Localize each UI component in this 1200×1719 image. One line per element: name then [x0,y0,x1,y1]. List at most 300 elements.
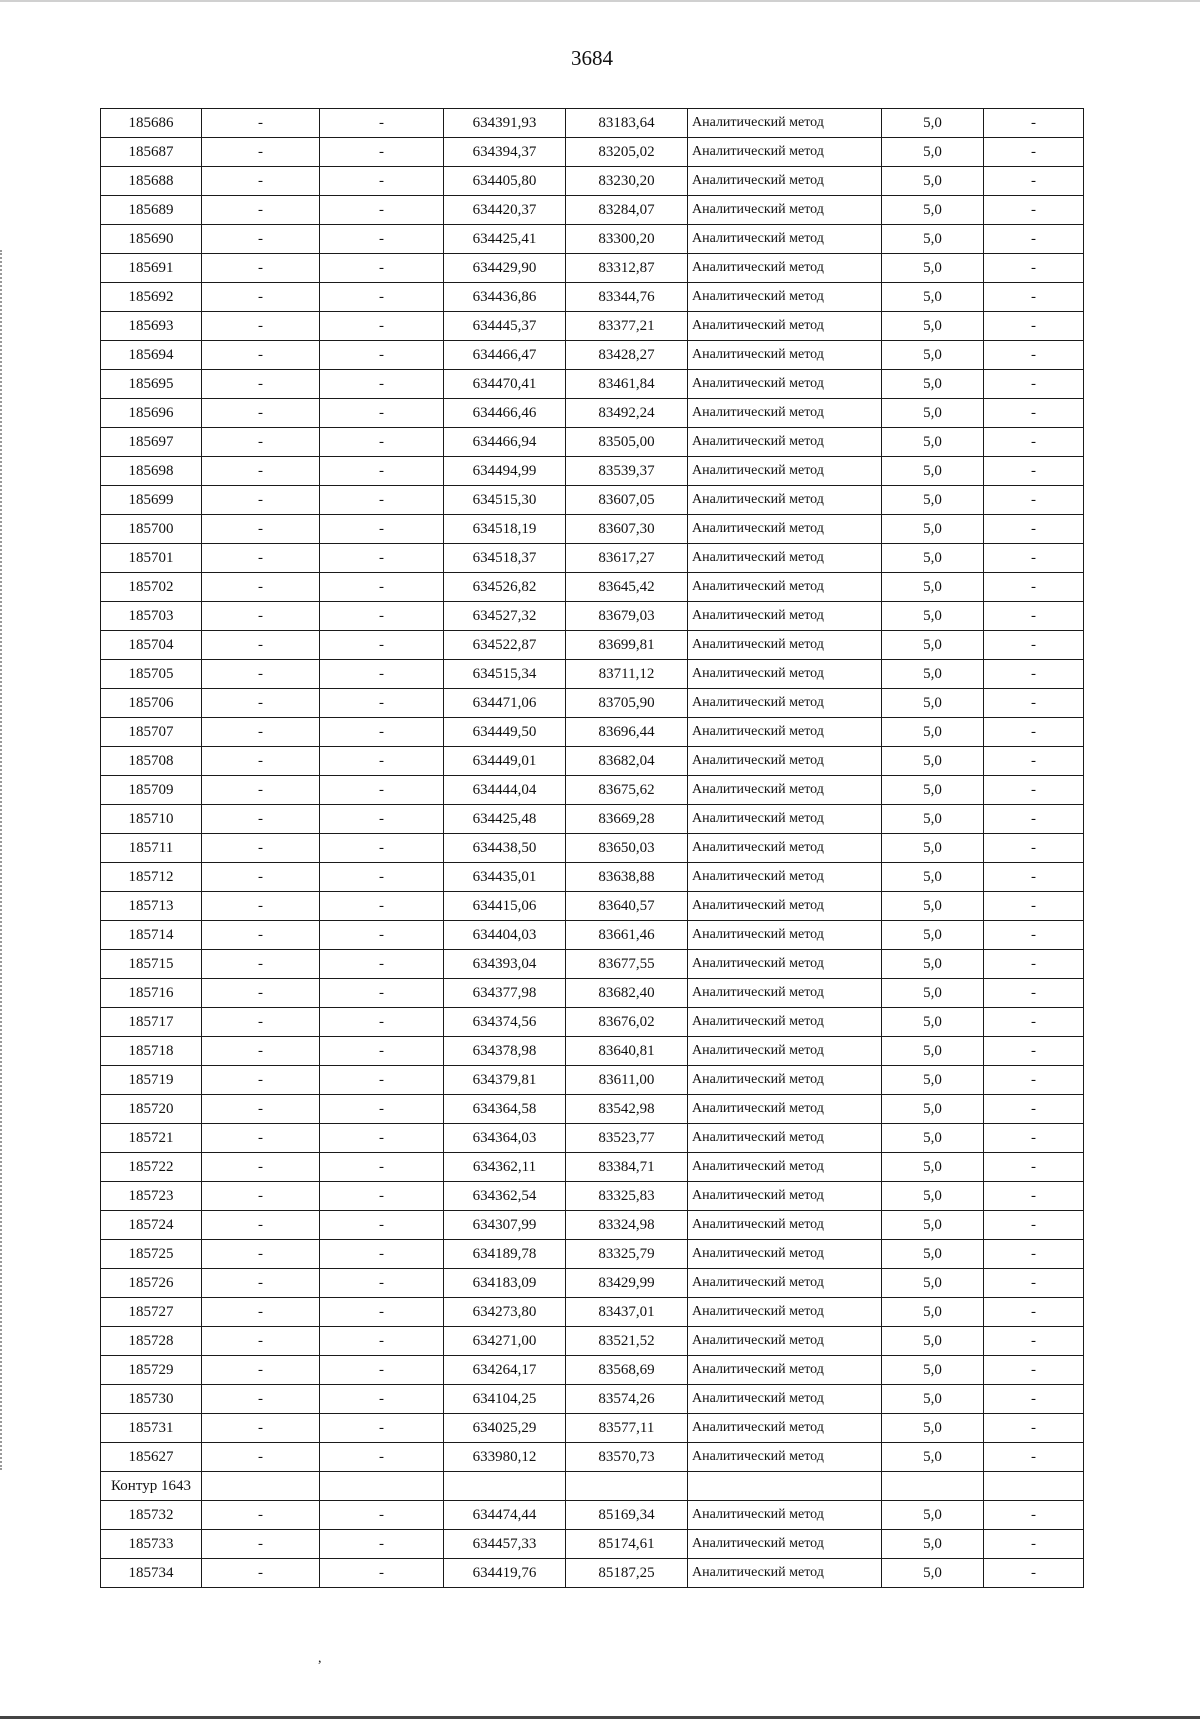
note-cell: - [984,1501,1084,1530]
point-id-cell: 185720 [101,1095,202,1124]
accuracy-cell: 5,0 [882,457,984,486]
table-row [101,1269,1084,1298]
dash-cell: - [320,950,444,979]
dash-cell: - [202,225,320,254]
point-id-cell: 185725 [101,1240,202,1269]
y-coordinate-cell: 83699,81 [566,631,688,660]
y-coordinate-cell: 83492,24 [566,399,688,428]
note-cell: - [984,689,1084,718]
dash-cell: - [320,1530,444,1559]
note-cell: - [984,1385,1084,1414]
y-coordinate-cell: 83205,02 [566,138,688,167]
x-coordinate-cell: 634494,99 [444,457,566,486]
accuracy-cell: 5,0 [882,1124,984,1153]
dash-cell: - [202,1240,320,1269]
point-id-cell: 185729 [101,1356,202,1385]
table-row [101,747,1084,776]
method-cell: Аналитический метод [688,834,882,863]
dash-cell: - [320,399,444,428]
accuracy-cell: 5,0 [882,631,984,660]
table-row [101,1095,1084,1124]
note-cell: - [984,312,1084,341]
note-cell: - [984,515,1084,544]
y-coordinate-cell: 83568,69 [566,1356,688,1385]
x-coordinate-cell: 634466,47 [444,341,566,370]
point-id-cell: 185733 [101,1530,202,1559]
dash-cell: - [202,921,320,950]
accuracy-cell: 5,0 [882,1066,984,1095]
table-row [101,834,1084,863]
method-cell: Аналитический метод [688,1327,882,1356]
x-coordinate-cell: 634378,98 [444,1037,566,1066]
note-cell: - [984,254,1084,283]
y-coordinate-cell: 83607,05 [566,486,688,515]
y-coordinate-cell: 83429,99 [566,1269,688,1298]
table-row [101,631,1084,660]
accuracy-cell: 5,0 [882,312,984,341]
table-row [101,1327,1084,1356]
note-cell: - [984,457,1084,486]
method-cell: Аналитический метод [688,602,882,631]
dash-cell: - [202,1298,320,1327]
dash-cell: - [320,1414,444,1443]
dash-cell: - [320,1124,444,1153]
accuracy-cell: 5,0 [882,138,984,167]
method-cell: Аналитический метод [688,660,882,689]
dash-cell: - [320,660,444,689]
point-id-cell: 185732 [101,1501,202,1530]
dash-cell: - [320,747,444,776]
method-cell: Аналитический метод [688,1008,882,1037]
table-row [101,1182,1084,1211]
accuracy-cell: 5,0 [882,1153,984,1182]
note-cell: - [984,167,1084,196]
table-row [101,921,1084,950]
x-coordinate-cell: 634307,99 [444,1211,566,1240]
x-coordinate-cell: 634189,78 [444,1240,566,1269]
y-coordinate-cell: 83675,62 [566,776,688,805]
table-row [101,1501,1084,1530]
method-cell: Аналитический метод [688,399,882,428]
x-coordinate-cell: 634457,33 [444,1530,566,1559]
accuracy-cell: 5,0 [882,1443,984,1472]
point-id-cell: 185724 [101,1211,202,1240]
table-row [101,1037,1084,1066]
point-id-cell: 185688 [101,167,202,196]
x-coordinate-cell: 634526,82 [444,573,566,602]
table-row [101,1240,1084,1269]
empty-cell [320,1472,444,1501]
dash-cell: - [320,1501,444,1530]
dash-cell: - [320,428,444,457]
dash-cell: - [320,1153,444,1182]
accuracy-cell: 5,0 [882,689,984,718]
accuracy-cell: 5,0 [882,167,984,196]
x-coordinate-cell: 634425,41 [444,225,566,254]
accuracy-cell: 5,0 [882,283,984,312]
method-cell: Аналитический метод [688,1356,882,1385]
dash-cell: - [202,1530,320,1559]
note-cell: - [984,805,1084,834]
page-number: 3684 [571,46,613,70]
dash-cell: - [202,515,320,544]
x-coordinate-cell: 634445,37 [444,312,566,341]
dash-cell: - [202,138,320,167]
dash-cell: - [320,196,444,225]
dash-cell: - [202,1385,320,1414]
y-coordinate-cell: 83344,76 [566,283,688,312]
y-coordinate-cell: 83428,27 [566,341,688,370]
y-coordinate-cell: 83505,00 [566,428,688,457]
point-id-cell: 185696 [101,399,202,428]
accuracy-cell: 5,0 [882,1037,984,1066]
method-cell: Аналитический метод [688,689,882,718]
x-coordinate-cell: 634471,06 [444,689,566,718]
point-id-cell: 185689 [101,196,202,225]
dash-cell: - [202,1008,320,1037]
table-row [101,283,1084,312]
y-coordinate-cell: 83325,83 [566,1182,688,1211]
dash-cell: - [202,1124,320,1153]
y-coordinate-cell: 85169,34 [566,1501,688,1530]
dash-cell: - [202,1153,320,1182]
method-cell: Аналитический метод [688,950,882,979]
point-id-cell: 185707 [101,718,202,747]
accuracy-cell: 5,0 [882,1356,984,1385]
accuracy-cell: 5,0 [882,573,984,602]
dash-cell: - [320,1559,444,1588]
y-coordinate-cell: 83461,84 [566,370,688,399]
accuracy-cell: 5,0 [882,1385,984,1414]
x-coordinate-cell: 634415,06 [444,892,566,921]
note-cell: - [984,283,1084,312]
method-cell: Аналитический метод [688,863,882,892]
accuracy-cell: 5,0 [882,254,984,283]
x-coordinate-cell: 634518,37 [444,544,566,573]
y-coordinate-cell: 83437,01 [566,1298,688,1327]
method-cell: Аналитический метод [688,1414,882,1443]
point-id-cell: 185687 [101,138,202,167]
point-id-cell: 185715 [101,950,202,979]
note-cell: - [984,370,1084,399]
method-cell: Аналитический метод [688,1095,882,1124]
note-cell: - [984,631,1084,660]
x-coordinate-cell: 634104,25 [444,1385,566,1414]
note-cell: - [984,196,1084,225]
method-cell: Аналитический метод [688,254,882,283]
method-cell: Аналитический метод [688,631,882,660]
x-coordinate-cell: 634377,98 [444,979,566,1008]
accuracy-cell: 5,0 [882,428,984,457]
table-row [101,1530,1084,1559]
accuracy-cell: 5,0 [882,863,984,892]
x-coordinate-cell: 634515,30 [444,486,566,515]
dash-cell: - [202,109,320,138]
x-coordinate-cell: 634374,56 [444,1008,566,1037]
x-coordinate-cell: 634393,04 [444,950,566,979]
accuracy-cell: 5,0 [882,1501,984,1530]
y-coordinate-cell: 83677,55 [566,950,688,979]
dash-cell: - [202,167,320,196]
method-cell: Аналитический метод [688,138,882,167]
note-cell: - [984,573,1084,602]
y-coordinate-cell: 83650,03 [566,834,688,863]
x-coordinate-cell: 634527,32 [444,602,566,631]
accuracy-cell: 5,0 [882,1211,984,1240]
dash-cell: - [320,573,444,602]
method-cell: Аналитический метод [688,486,882,515]
note-cell: - [984,863,1084,892]
method-cell: Аналитический метод [688,312,882,341]
dash-cell: - [320,544,444,573]
method-cell: Аналитический метод [688,718,882,747]
note-cell: - [984,399,1084,428]
dash-cell: - [202,1559,320,1588]
x-coordinate-cell: 634419,76 [444,1559,566,1588]
note-cell: - [984,486,1084,515]
dash-cell: - [320,1182,444,1211]
method-cell: Аналитический метод [688,1124,882,1153]
table-row [101,1211,1084,1240]
point-id-cell: 185691 [101,254,202,283]
table-row [101,428,1084,457]
table-row [101,1443,1084,1472]
table-row [101,196,1084,225]
point-id-cell: 185698 [101,457,202,486]
accuracy-cell: 5,0 [882,776,984,805]
accuracy-cell: 5,0 [882,544,984,573]
method-cell: Аналитический метод [688,515,882,544]
accuracy-cell: 5,0 [882,1414,984,1443]
y-coordinate-cell: 83682,40 [566,979,688,1008]
dash-cell: - [202,486,320,515]
x-coordinate-cell: 634183,09 [444,1269,566,1298]
dash-cell: - [320,921,444,950]
table-row [101,312,1084,341]
dash-cell: - [202,1066,320,1095]
dash-cell: - [202,805,320,834]
y-coordinate-cell: 83300,20 [566,225,688,254]
dash-cell: - [320,1327,444,1356]
point-id-cell: 185730 [101,1385,202,1414]
point-id-cell: 185705 [101,660,202,689]
dash-cell: - [320,312,444,341]
point-id-cell: 185694 [101,341,202,370]
accuracy-cell: 5,0 [882,892,984,921]
point-id-cell: 185692 [101,283,202,312]
x-coordinate-cell: 634264,17 [444,1356,566,1385]
table-row [101,515,1084,544]
point-id-cell: 185701 [101,544,202,573]
point-id-cell: 185703 [101,602,202,631]
x-coordinate-cell: 634364,58 [444,1095,566,1124]
method-cell: Аналитический метод [688,805,882,834]
y-coordinate-cell: 85187,25 [566,1559,688,1588]
table-row [101,1356,1084,1385]
x-coordinate-cell: 634425,48 [444,805,566,834]
y-coordinate-cell: 83682,04 [566,747,688,776]
accuracy-cell: 5,0 [882,486,984,515]
point-id-cell: 185712 [101,863,202,892]
note-cell: - [984,1182,1084,1211]
accuracy-cell: 5,0 [882,1559,984,1588]
dash-cell: - [202,1095,320,1124]
accuracy-cell: 5,0 [882,1298,984,1327]
note-cell: - [984,1559,1084,1588]
dash-cell: - [202,776,320,805]
dash-cell: - [202,602,320,631]
note-cell: - [984,428,1084,457]
method-cell: Аналитический метод [688,921,882,950]
dash-cell: - [202,979,320,1008]
note-cell: - [984,776,1084,805]
dash-cell: - [320,834,444,863]
empty-cell [688,1472,882,1501]
dash-cell: - [202,1269,320,1298]
method-cell: Аналитический метод [688,776,882,805]
accuracy-cell: 5,0 [882,979,984,1008]
dash-cell: - [320,689,444,718]
point-id-cell: 185709 [101,776,202,805]
dash-cell: - [320,805,444,834]
x-coordinate-cell: 634515,34 [444,660,566,689]
note-cell: - [984,1327,1084,1356]
point-id-cell: 185710 [101,805,202,834]
empty-cell [882,1472,984,1501]
dash-cell: - [202,1327,320,1356]
method-cell: Аналитический метод [688,283,882,312]
table-row [101,544,1084,573]
dash-cell: - [202,1211,320,1240]
y-coordinate-cell: 83676,02 [566,1008,688,1037]
table-row [101,254,1084,283]
y-coordinate-cell: 83661,46 [566,921,688,950]
dash-cell: - [320,1269,444,1298]
table-row [101,892,1084,921]
y-coordinate-cell: 83521,52 [566,1327,688,1356]
x-coordinate-cell: 634474,44 [444,1501,566,1530]
y-coordinate-cell: 83542,98 [566,1095,688,1124]
point-id-cell: 185726 [101,1269,202,1298]
table-row [101,660,1084,689]
y-coordinate-cell: 83607,30 [566,515,688,544]
point-id-cell: 185734 [101,1559,202,1588]
scan-left-margin-marks [0,250,5,1470]
dash-cell: - [320,1095,444,1124]
dash-cell: - [202,689,320,718]
x-coordinate-cell: 634522,87 [444,631,566,660]
dash-cell: - [320,863,444,892]
x-coordinate-cell: 634518,19 [444,515,566,544]
note-cell: - [984,1443,1084,1472]
method-cell: Аналитический метод [688,225,882,254]
table-row [101,399,1084,428]
note-cell: - [984,1530,1084,1559]
dash-cell: - [320,1008,444,1037]
dash-cell: - [202,573,320,602]
x-coordinate-cell: 634362,54 [444,1182,566,1211]
point-id-cell: 185718 [101,1037,202,1066]
dash-cell: - [202,457,320,486]
y-coordinate-cell: 83638,88 [566,863,688,892]
accuracy-cell: 5,0 [882,602,984,631]
table-row [101,718,1084,747]
y-coordinate-cell: 83284,07 [566,196,688,225]
dash-cell: - [202,1443,320,1472]
y-coordinate-cell: 83640,57 [566,892,688,921]
note-cell: - [984,1095,1084,1124]
dash-cell: - [320,109,444,138]
method-cell: Аналитический метод [688,167,882,196]
note-cell: - [984,1153,1084,1182]
dash-cell: - [202,370,320,399]
x-coordinate-cell: 633980,12 [444,1443,566,1472]
table-row [101,776,1084,805]
table-row [101,167,1084,196]
dash-cell: - [320,1037,444,1066]
x-coordinate-cell: 634449,50 [444,718,566,747]
dash-cell: - [202,892,320,921]
dash-cell: - [202,428,320,457]
note-cell: - [984,718,1084,747]
dash-cell: - [202,1414,320,1443]
dash-cell: - [320,1298,444,1327]
method-cell: Аналитический метод [688,1298,882,1327]
dash-cell: - [320,370,444,399]
table-row [101,225,1084,254]
note-cell: - [984,950,1084,979]
table-row [101,1414,1084,1443]
note-cell: - [984,1008,1084,1037]
point-id-cell: 185722 [101,1153,202,1182]
dash-cell: - [202,283,320,312]
dash-cell: - [202,544,320,573]
table-row [101,1066,1084,1095]
note-cell: - [984,834,1084,863]
method-cell: Аналитический метод [688,1269,882,1298]
y-coordinate-cell: 83230,20 [566,167,688,196]
point-id-cell: 185723 [101,1182,202,1211]
contour-label: Контур 1643 [101,1472,202,1501]
accuracy-cell: 5,0 [882,1530,984,1559]
method-cell: Аналитический метод [688,1559,882,1588]
accuracy-cell: 5,0 [882,1008,984,1037]
dash-cell: - [202,399,320,428]
note-cell: - [984,602,1084,631]
dash-cell: - [202,254,320,283]
table-body [101,109,1084,1588]
point-id-cell: 185719 [101,1066,202,1095]
y-coordinate-cell: 83523,77 [566,1124,688,1153]
table-row [101,689,1084,718]
dash-cell: - [202,950,320,979]
note-cell: - [984,1356,1084,1385]
y-coordinate-cell: 83669,28 [566,805,688,834]
dash-cell: - [202,1356,320,1385]
method-cell: Аналитический метод [688,1443,882,1472]
empty-cell [566,1472,688,1501]
method-cell: Аналитический метод [688,1182,882,1211]
point-id-cell: 185697 [101,428,202,457]
x-coordinate-cell: 634271,00 [444,1327,566,1356]
note-cell: - [984,109,1084,138]
point-id-cell: 185699 [101,486,202,515]
dash-cell: - [320,1211,444,1240]
note-cell: - [984,747,1084,776]
table-row [101,573,1084,602]
point-id-cell: 185717 [101,1008,202,1037]
y-coordinate-cell: 83312,87 [566,254,688,283]
